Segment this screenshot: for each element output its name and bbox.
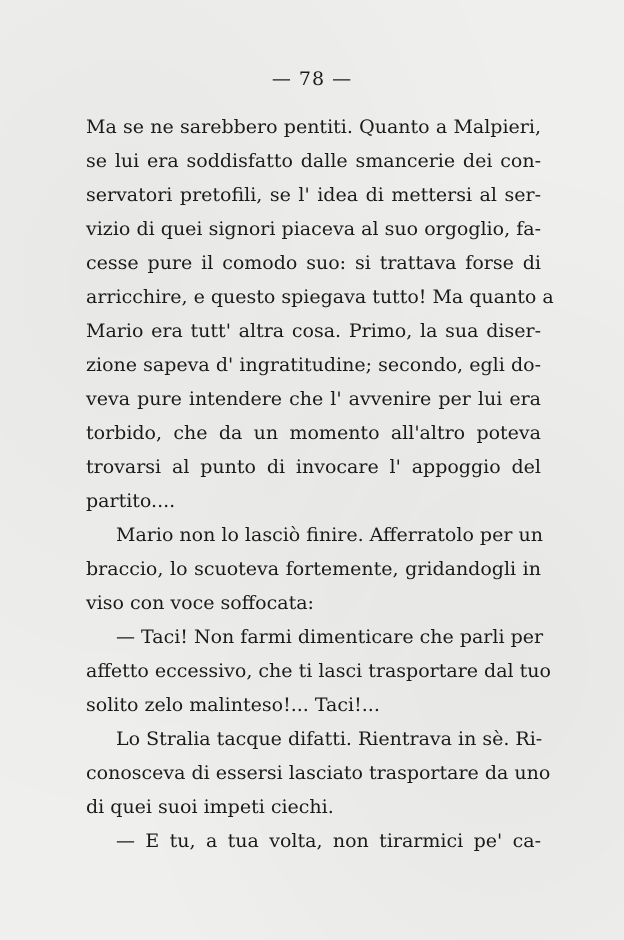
text-line: viso con voce soffocata: (86, 592, 314, 614)
text-line: zione sapeva d' ingratitudine; secondo, egli do- (86, 354, 541, 376)
text-line: conosceva di essersi lasciato trasportare da uno (86, 762, 551, 784)
text-line: cesse pure il comodo suo: si trattava forse di (86, 252, 541, 274)
page-number: — 78 — (271, 68, 353, 90)
text-line: vizio di quei signori piaceva al suo orgoglio, fa- (86, 218, 541, 240)
body-text (86, 110, 554, 858)
text-line: — E tu, a tua volta, non tirarmici pe' ca- (116, 830, 541, 852)
text-line: braccio, lo scuoteva fortemente, gridandogli in (86, 558, 541, 580)
text-line: trovarsi al punto di invocare l' appoggio del (86, 456, 541, 478)
text-line: affetto eccessivo, che ti lasci trasportare dal tuo (86, 660, 551, 682)
text-line: Lo Stralia tacque difatti. Rientrava in sè. Ri- (116, 728, 543, 750)
text-line: di quei suoi impeti ciechi. (86, 796, 334, 818)
text-line: — Taci! Non farmi dimenticare che parli per (116, 626, 544, 648)
text-line: veva pure intendere che l' avvenire per lui era (86, 388, 541, 410)
text-line: Ma se ne sarebbero pentiti. Quanto a Malpieri, (86, 116, 541, 138)
text-line: arricchire, e questo spiegava tutto! Ma quanto a (86, 286, 554, 308)
text-line: solito zelo malinteso!... Taci!... (86, 694, 380, 716)
text-line: partito.... (86, 490, 176, 512)
text-line: torbido, che da un momento all'altro poteva (86, 422, 541, 444)
text-line: servatori pretofili, se l' idea di mettersi al ser- (86, 184, 541, 206)
text-line: Mario non lo lasciò finire. Afferratolo per un (116, 524, 543, 546)
text-line: se lui era soddisfatto dalle smancerie dei con- (86, 150, 541, 172)
text-line: Mario era tutt' altra cosa. Primo, la sua diser- (86, 320, 541, 342)
